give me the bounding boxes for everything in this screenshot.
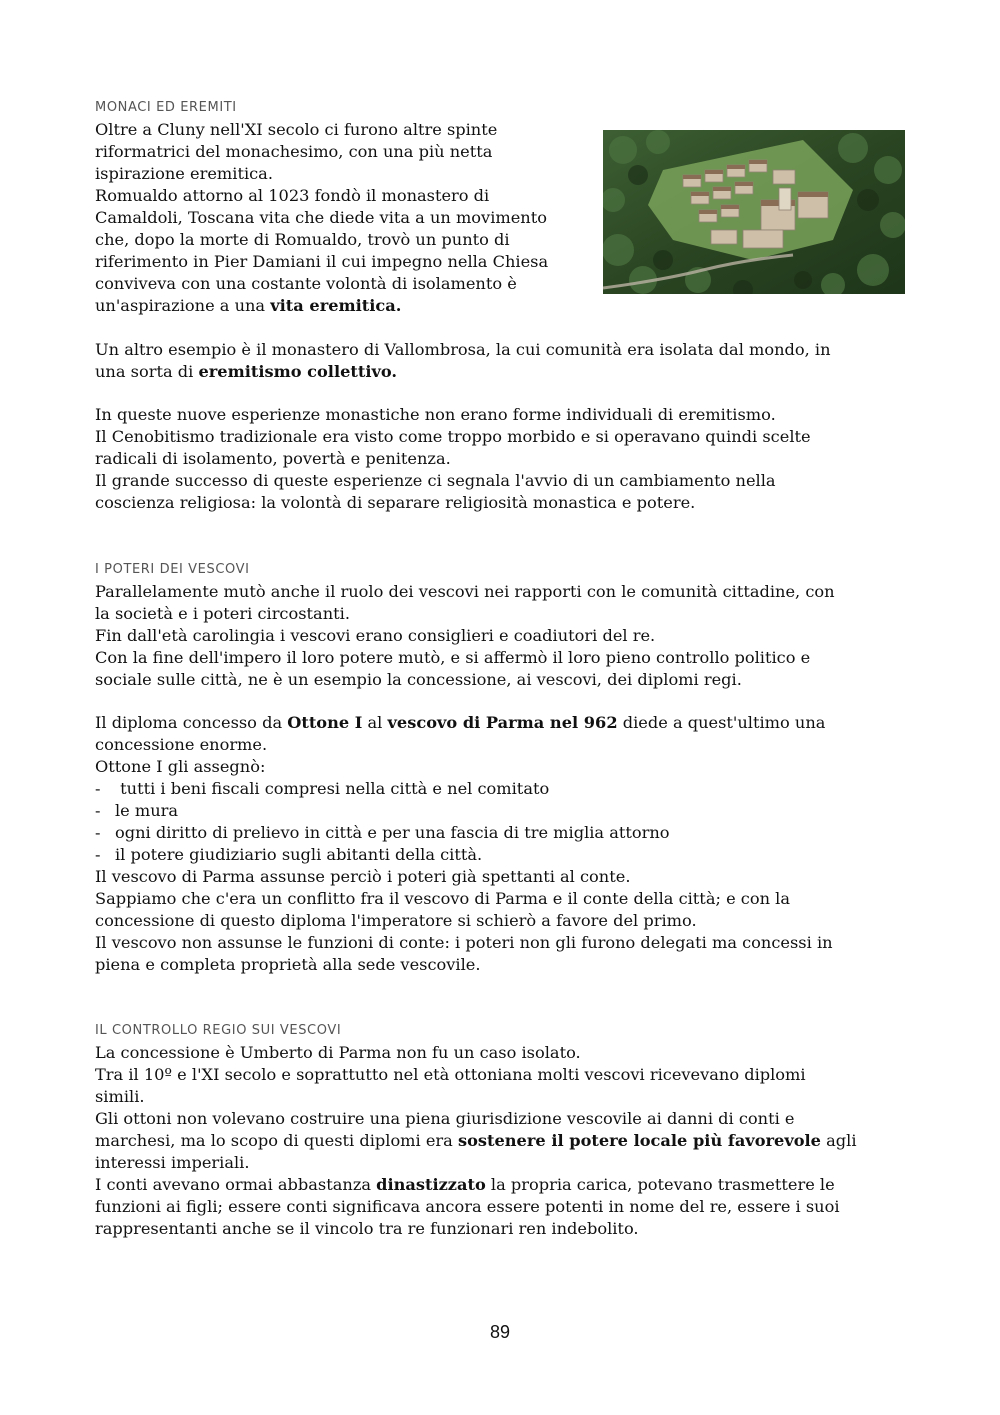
monastery-photo (603, 130, 905, 294)
text-line: Oltre a Cluny nell'XI secolo ci furono altre spinte (95, 120, 498, 139)
text-line: riformatrici del monachesimo, con una più netta (95, 142, 493, 161)
text-run: I conti avevano ormai abbastanza (95, 1175, 377, 1194)
text-line: Camaldoli, Toscana vita che diede vita a un movimento (95, 208, 547, 227)
text-line: Il vescovo non assunse le funzioni di conte: i poteri non gli furono delegati ma concessi in (95, 933, 833, 952)
monastery-aerial-image (603, 130, 905, 294)
bold-term: dinastizzato (376, 1175, 486, 1194)
list-item-text: il potere giudiziario sugli abitanti della città. (115, 845, 483, 864)
bullet-marker: - (95, 779, 101, 798)
text-line: sociale sulle città, ne è un esempio la concessione, ai vescovi, dei diplomi regi. (95, 670, 742, 689)
text-line (95, 1130, 905, 1152)
bullet-marker: - (95, 823, 101, 842)
text-line: riferimento in Pier Damiani il cui impegno nella Chiesa (95, 252, 549, 271)
section-heading-vescovi: I POTERI DEI VESCOVI (95, 562, 250, 577)
text-line: concessione di questo diploma l'imperatore si schierò a favore del primo. (95, 911, 697, 930)
text-line: Ottone I gli assegnò: (95, 757, 266, 776)
list-item (95, 800, 905, 822)
page-number: 89 (489, 1322, 511, 1342)
bold-term: Ottone I (287, 713, 363, 732)
text-line: In queste nuove esperienze monastiche non erano forme individuali di eremitismo. (95, 405, 776, 424)
text-line: simili. (95, 1087, 145, 1106)
paragraph-monaci-2 (95, 339, 905, 383)
paragraph-vescovi-2 (95, 712, 905, 976)
paragraph-vescovi-1 (95, 581, 905, 691)
text-line: interessi imperiali. (95, 1153, 250, 1172)
text-line: Fin dall'età carolingia i vescovi erano consiglieri e coadiutori del re. (95, 626, 656, 645)
text-line: funzioni ai figli; essere conti significava ancora essere potenti in nome del re, essere i suoi (95, 1197, 840, 1216)
text-line (95, 1174, 905, 1196)
text-line (95, 361, 905, 383)
bullet-marker: - (95, 801, 101, 820)
text-line: coscienza religiosa: la volontà di separare religiosità monastica e potere. (95, 493, 696, 512)
text-line: La concessione è Umberto di Parma non fu un caso isolato. (95, 1043, 581, 1062)
section-heading-monaci: MONACI ED EREMITI (95, 100, 237, 115)
text-line: Con la fine dell'impero il loro potere mutò, e si affermò il loro pieno controllo politico e (95, 648, 811, 667)
text-run: marchesi, ma lo scopo di questi diplomi era (95, 1131, 458, 1150)
text-run: la propria carica, potevano trasmettere le (485, 1175, 835, 1194)
list-item-text: le mura (115, 801, 179, 820)
bold-term: sostenere il potere locale più favorevole (457, 1131, 821, 1150)
list-item-text: tutti i beni fiscali compresi nella città e nel comitato (115, 779, 550, 798)
text-line: Romualdo attorno al 1023 fondò il monastero di (95, 186, 490, 205)
bold-term: eremitismo collettivo. (198, 362, 398, 381)
list-item (95, 844, 905, 866)
text-line: Il vescovo di Parma assunse perciò i poteri già spettanti al conte. (95, 867, 631, 886)
text-run: Il diploma concesso da (95, 713, 288, 732)
text-line: la società e i poteri circostanti. (95, 604, 350, 623)
text-line: Tra il 10º e l'XI secolo e soprattutto nel età ottoniana molti vescovi ricevevano diplomi (95, 1065, 806, 1084)
text-line: Gli ottoni non volevano costruire una piena giurisdizione vescovile ai danni di conti e (95, 1109, 795, 1128)
text-line: Il grande successo di queste esperienze ci segnala l'avvio di un cambiamento nella (95, 471, 776, 490)
text-run: diede a quest'ultimo una (617, 713, 826, 732)
text-run: agli (821, 1131, 857, 1150)
text-line: conviveva con una costante volontà di isolamento è (95, 274, 517, 293)
paragraph-controllo-1 (95, 1042, 905, 1240)
section-heading-controllo: IL CONTROLLO REGIO SUI VESCOVI (95, 1023, 342, 1038)
text-line: concessione enorme. (95, 735, 268, 754)
text-line: Un altro esempio è il monastero di Vallombrosa, la cui comunità era isolata dal mondo, in (95, 340, 831, 359)
text-line: Sappiamo che c'era un conflitto fra il vescovo di Parma e il conte della città; e con la (95, 889, 791, 908)
text-line: ispirazione eremitica. (95, 164, 273, 183)
text-run: al (362, 713, 388, 732)
paragraph-monaci-1 (95, 119, 595, 317)
bold-term: vescovo di Parma nel 962 (387, 713, 618, 732)
text-line (95, 295, 595, 317)
text-line: piena e completa proprietà alla sede vescovile. (95, 955, 481, 974)
list-item (95, 822, 905, 844)
text-line: che, dopo la morte di Romualdo, trovò un punto di (95, 230, 510, 249)
text-run: una sorta di (95, 362, 199, 381)
bullet-marker: - (95, 845, 101, 864)
text-line: rappresentanti anche se il vincolo tra re funzionari ren indebolito. (95, 1219, 639, 1238)
bold-term: vita eremitica. (270, 296, 402, 315)
text-line: radicali di isolamento, povertà e penitenza. (95, 449, 451, 468)
list-item-text: ogni diritto di prelievo in città e per una fascia di tre miglia attorno (115, 823, 670, 842)
text-line: Il Cenobitismo tradizionale era visto come troppo morbido e si operavano quindi scelte (95, 427, 811, 446)
text-line: Parallelamente mutò anche il ruolo dei vescovi nei rapporti con le comunità cittadine, con (95, 582, 835, 601)
text-line (95, 712, 905, 734)
list-item (95, 778, 905, 800)
text-run: un'aspirazione a una (95, 296, 271, 315)
paragraph-monaci-3 (95, 404, 905, 514)
